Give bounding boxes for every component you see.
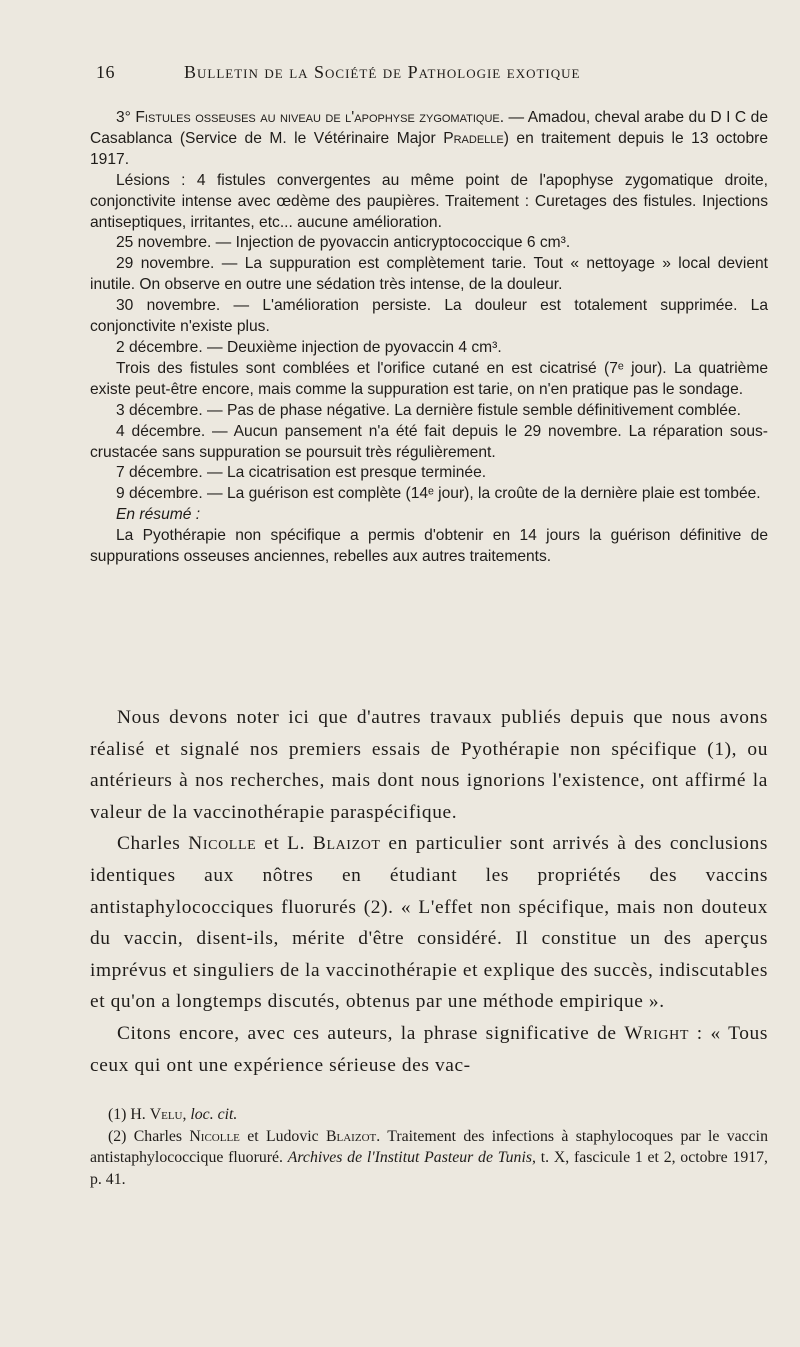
fn2-mark: (2) Charles [108,1127,190,1145]
author-nicolle: Nicolle [188,833,257,855]
case-entry: 7 décembre. — La cicatrisation est presque terminée. [116,464,487,482]
fn1-author: Velu [149,1106,183,1123]
author-wright: Wright [624,1022,689,1044]
case-entry: 25 novembre. — Injection de pyovaccin anticryptococcique 6 cm³. [116,234,571,252]
footnotes [90,1104,768,1190]
case-lesions: Lésions : 4 fistules convergentes au même point de l'apophyse zygomatique droite, conjonctivite intense avec œdème des paupières. Traitement : Curetages des fistules. Injections antiseptiques, irritantes, etc... aucune amélioration. [90,171,768,231]
p2-mid: et L. [256,833,313,855]
resume-text: La Pyothérapie non spécifique a permis d'obtenir en 14 jours la guérison définitive de suppurations osseuses anciennes, rebelles aux autres traitements. [90,527,768,566]
footnote-2 [90,1126,768,1191]
case-intro-end: ) en traitement depuis le 13 octobre 1917. [90,129,769,168]
resume-label [90,505,768,526]
vet-name: Pradelle [443,129,504,147]
p3-rest: : « Tous ceux qui ont une expérience sérieuse des vac- [90,1022,768,1076]
resume-label-text: En résumé : [116,506,201,524]
paragraph-2 [90,828,768,1018]
case-entry: 30 novembre. — L'amélioration persiste. La douleur est totalement supprimée. La conjonctivite n'existe plus. [90,297,768,336]
case-intro-text: — Amadou, cheval arabe du D I C de Casablanca (Service de M. le Vétérinaire Major [90,109,768,147]
p2-rest: en particulier sont arrivés à des conclusions identiques aux nôtres en étudiant les propriétés des vaccins antistaphylococciques fluorurés (2). « L'effet non spécifique, mais non douteux du vaccin, disent-ils, mérite d'être considéré. Il constitue un des aperçus imprévus et singuliers de la vaccinothérapie et explique des succès, indiscutables et qu'on a longtemps discutés, obtenus par une méthode empirique ». [90,833,768,1013]
author-blaizot: Blaizot [312,833,381,855]
case-entry: 9 décembre. — La guérison est complète (14ᵉ jour), la croûte de la dernière plaie est tombée. [116,485,761,503]
fn2-author-1: Nicolle [189,1127,240,1145]
fn1-ref: loc. cit. [190,1106,238,1123]
paragraph-1: Nous devons noter ici que d'autres travaux publiés depuis que nous avons réalisé et signalé nos premiers essais de Pyothérapie non spécifique (1), ou antérieurs à nos recherches, mais dont nous ignorions l'existence, ont affirmé la valeur de la vaccinothérapie paraspécifique. [90,707,768,823]
fn2-author-2: Blaizot [325,1127,377,1145]
running-title: Bulletin de la Société de Pathologie exotique [184,62,581,82]
page-number: 16 [96,62,115,82]
fn2-text: . Traitement des infections à staphylocoques par le vaccin antistaphylococcique fluoruré. [90,1127,768,1166]
footnote-1 [90,1104,768,1126]
case-entry: 4 décembre. — Aucun pansement n'a été fait depuis le 29 novembre. La réparation sous-crustacée sans suppuration se poursuit très régulièrement. [90,422,768,461]
case-entry: Trois des fistules sont comblées et l'orifice cutané en est cicatrisé (7ᵉ jour). La quatrième existe peut-être encore, mais comme la suppuration est tarie, on n'en pratique pas le sondage. [90,359,768,398]
main-text [90,702,768,1081]
p2-start: Charles [117,833,189,855]
fn1-sep: , [182,1106,191,1123]
fn2-end: , t. X, fascicule 1 et 2, octobre 1917, p. 41. [90,1149,768,1188]
case-heading: 3° Fistules osseuses au niveau de l'apophyse zygomatique. [116,109,505,126]
fn2-mid: et Ludovic [239,1127,326,1145]
case-intro [90,108,768,171]
fn1-mark: (1) H. [108,1106,150,1123]
case-report [90,108,768,568]
paragraph-3 [90,1018,768,1081]
fn2-journal: Archives de l'Institut Pasteur de Tunis [287,1149,532,1166]
p3-start: Citons encore, avec ces auteurs, la phrase significative de [117,1022,625,1044]
case-entry: 3 décembre. — Pas de phase négative. La dernière fistule semble définitivement comblée. [116,401,741,419]
case-entry: 29 novembre. — La suppuration est complètement tarie. Tout « nettoyage » local devient inutile. On observe en outre une sédation très intense, de la douleur. [90,255,768,294]
case-entry: 2 décembre. — Deuxième injection de pyovaccin 4 cm³. [116,338,502,356]
